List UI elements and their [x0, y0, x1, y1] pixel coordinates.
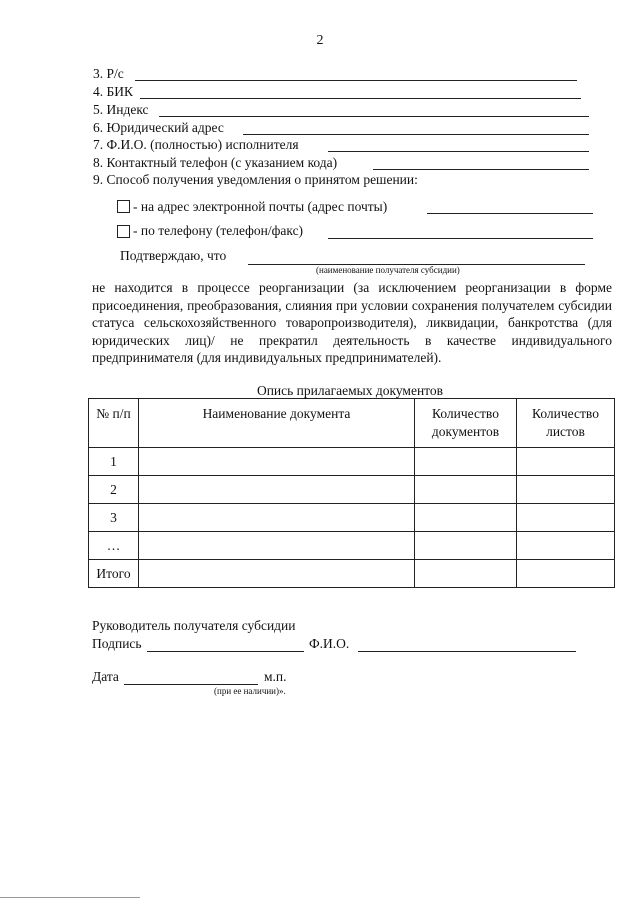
document-count-cell[interactable]	[415, 532, 517, 560]
phone-label: 8. Контактный телефон (с указанием кода)	[93, 155, 338, 170]
table-total-row	[89, 560, 615, 588]
sheet-count-cell[interactable]	[517, 504, 615, 532]
table-row	[89, 504, 615, 532]
signature-label: Подпись	[92, 636, 142, 651]
index-field[interactable]	[159, 116, 589, 117]
document-count-cell[interactable]	[415, 476, 517, 504]
legal-address-field[interactable]	[243, 134, 589, 135]
confirm-label: Подтверждаю, что	[120, 248, 227, 263]
bik-label: 4. БИК	[93, 84, 134, 99]
document-name-cell[interactable]	[139, 448, 415, 476]
date-label: Дата	[92, 669, 119, 684]
phone-field[interactable]	[373, 169, 589, 170]
row-number: 3	[89, 504, 139, 532]
document-count-cell[interactable]	[415, 448, 517, 476]
documents-table	[88, 398, 615, 588]
confirm-text: не находится в процессе реорганизации (за исключением реорганизации в форме присоединения, преобразования, слияния при условии сохранения получателем субсидии статуса сельскохозяйственного товаропроизводителя), ликвидации, банкротства (для юридических лиц)/ не прекратил деятельность в качестве индивидуального предпринимателя (для индивидуальных предпринимателей).	[92, 280, 612, 365]
document-count-cell[interactable]	[415, 504, 517, 532]
phone-option-label: - по телефону (телефон/факс)	[133, 223, 304, 238]
phone-checkbox[interactable]	[117, 225, 130, 238]
sheet-count-cell[interactable]	[517, 560, 615, 588]
table-header-row	[89, 399, 615, 448]
page-edge-rule	[0, 897, 140, 898]
col-header-document-count: Количество документов	[415, 399, 517, 448]
sheet-count-cell[interactable]	[517, 448, 615, 476]
table-row	[89, 532, 615, 560]
col-header-sheet-count: Количество листов	[517, 399, 615, 448]
index-label: 5. Индекс	[93, 102, 149, 117]
stamp-caption: (при ее наличии)».	[214, 686, 286, 696]
page-number: 2	[316, 33, 324, 48]
document-name-cell[interactable]	[139, 532, 415, 560]
executor-name-field[interactable]	[328, 151, 589, 152]
table-row	[89, 448, 615, 476]
table-row	[89, 476, 615, 504]
col-header-document-name: Наименование документа	[139, 399, 415, 448]
head-label: Руководитель получателя субсидии	[92, 618, 296, 633]
sheet-count-cell[interactable]	[517, 532, 615, 560]
notification-method-label: 9. Способ получения уведомления о принятом решении:	[93, 172, 418, 187]
col-header-number: № п/п	[89, 399, 139, 448]
sheet-count-cell[interactable]	[517, 476, 615, 504]
row-number: …	[89, 532, 139, 560]
document-count-cell[interactable]	[415, 560, 517, 588]
fio-field[interactable]	[358, 651, 576, 652]
email-option-label: - на адрес электронной почты (адрес почты)	[133, 199, 388, 214]
email-address-field[interactable]	[427, 213, 593, 214]
total-label: Итого	[89, 560, 139, 588]
document-name-cell[interactable]	[139, 504, 415, 532]
documents-table-title: Опись прилагаемых документов	[256, 383, 444, 398]
signature-field[interactable]	[147, 651, 304, 652]
legal-address-label: 6. Юридический адрес	[93, 120, 224, 135]
stamp-label: м.п.	[264, 669, 287, 684]
fio-label: Ф.И.О.	[309, 636, 350, 651]
account-field[interactable]	[135, 80, 577, 81]
phone-fax-field[interactable]	[328, 238, 593, 239]
document-name-cell[interactable]	[139, 476, 415, 504]
executor-name-label: 7. Ф.И.О. (полностью) исполнителя	[93, 137, 299, 152]
document-name-cell[interactable]	[139, 560, 415, 588]
bik-field[interactable]	[140, 98, 581, 99]
row-number: 1	[89, 448, 139, 476]
date-field[interactable]	[124, 684, 258, 685]
account-label: 3. Р/с	[93, 66, 124, 81]
row-number: 2	[89, 476, 139, 504]
email-checkbox[interactable]	[117, 200, 130, 213]
recipient-name-caption: (наименование получателя субсидии)	[316, 265, 460, 275]
